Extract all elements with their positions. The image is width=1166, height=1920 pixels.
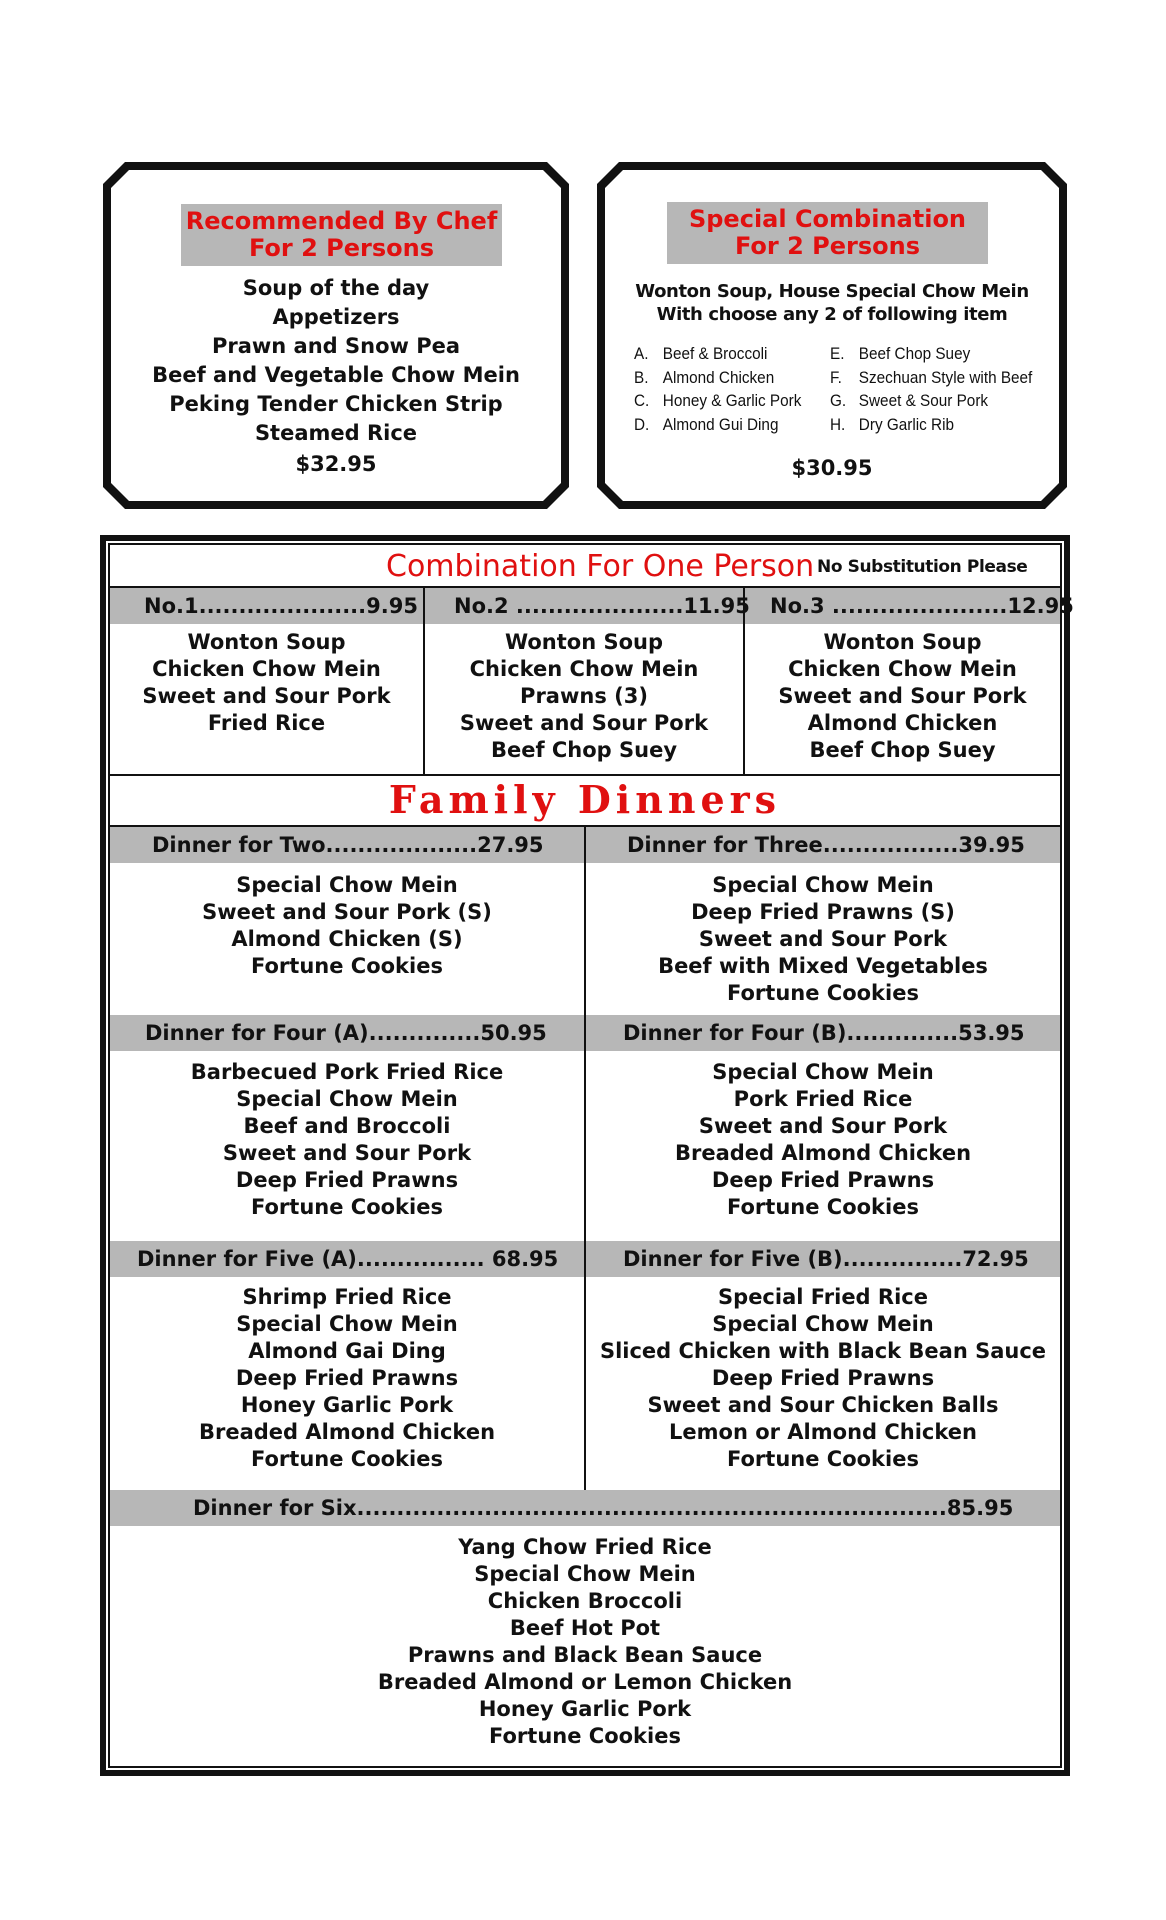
combo-title-line1: Special Combination [688,205,967,233]
dinner-four-b-items [586,1059,1060,1221]
menu-item: Sweet and Sour Pork [459,711,709,735]
menu-item: Almond Chicken [807,711,998,735]
menu-item: Deep Fried Prawns [711,1168,935,1192]
chef-title-line2: For 2 Persons [248,234,434,262]
combo-option [830,413,1032,437]
menu-item: Deep Fried Prawns [711,1366,935,1390]
dinner-five-a-label: Dinner for Five (A)................ 68.95 [137,1247,559,1271]
menu-item: Beef Hot Pot [509,1616,661,1640]
dinner-five-a-items [110,1284,584,1473]
combo-option [634,413,801,437]
option-name: Sweet & Sour Pork [858,391,989,410]
option-name: Beef & Broccoli [662,344,768,363]
menu-item: Chicken Broccoli [487,1589,683,1613]
option-name: Dry Garlic Rib [858,414,955,434]
menu-item: Special Chow Mein [474,1562,696,1586]
menu-item: Breaded Almond Chicken [198,1420,496,1444]
combo-no2-items [425,629,743,764]
chef-special-price: $32.95 [295,452,377,476]
menu-item: Almond Gai Ding [248,1339,446,1363]
menu-item: Beef Chop Suey [809,738,996,762]
menu-item: Pork Fried Rice [733,1087,913,1111]
menu-item: Fortune Cookies [727,981,919,1005]
combo-intro-line2: With choose any 2 of following item [656,304,1008,325]
menu-item: Fortune Cookies [251,1195,443,1219]
combo-option [830,366,1032,390]
menu-item: Sweet and Sour Pork [778,684,1027,708]
dinner-three-items [586,872,1060,1007]
menu-item: Shrimp Fried Rice [242,1285,452,1309]
dinner-five-b-label: Dinner for Five (B)...............72.95 [623,1247,1029,1271]
dinner-four-a-items [110,1059,584,1221]
option-name: Almond Gui Ding [662,414,779,434]
combo-options-right [830,342,1032,436]
combo-no3-label: No.3 ......................12.95 [770,594,1074,618]
combo-option [830,389,1032,413]
menu-item: Special Chow Mein [236,1087,458,1111]
dinner-four-a-label: Dinner for Four (A)..............50.95 [145,1021,547,1045]
menu-item: Special Chow Mein [236,873,458,897]
menu-item: Deep Fried Prawns [235,1168,459,1192]
menu-item: Fortune Cookies [727,1447,919,1471]
menu-item: Breaded Almond Chicken [674,1141,972,1165]
combo-option [634,389,801,413]
chef-item: Appetizers [272,305,400,329]
menu-item: Beef with Mixed Vegetables [658,954,988,978]
menu-item: Chicken Chow Mein [469,657,699,681]
dinner-five-b-items [586,1284,1060,1473]
menu-item: Prawns and Black Bean Sauce [407,1643,763,1667]
combo-no3-items [745,629,1060,764]
family-dinners-title: Family Dinners [388,777,782,822]
one-person-header [110,545,1060,588]
menu-item: Almond Chicken (S) [231,927,463,951]
column-divider [584,1241,586,1277]
combo-title-line2: For 2 Persons [734,232,920,260]
chef-special-items [111,274,561,448]
one-person-title: Combination For One Person [386,549,815,584]
option-letter: C. [634,391,650,410]
menu-item: Wonton Soup [504,630,664,654]
menu-item: Fortune Cookies [251,1447,443,1471]
menu-item: Special Chow Mein [712,1060,934,1084]
option-letter: A. [634,344,649,363]
menu-item: Sweet and Sour Pork [698,927,948,951]
option-letter: B. [634,367,649,387]
combo-intro [605,280,1059,326]
menu-item: Special Chow Mein [712,1312,934,1336]
combo-options-left [634,342,801,436]
menu-item: Chicken Chow Mein [788,657,1017,681]
option-letter: E. [830,344,845,363]
chef-item: Beef and Vegetable Chow Mein [152,363,520,387]
option-letter: G. [830,391,847,410]
menu-item: Sweet and Sour Pork [222,1141,472,1165]
chef-item: Prawn and Snow Pea [211,334,461,358]
combo-price: $30.95 [791,456,873,480]
dinner-two-label: Dinner for Two...................27.95 [152,833,544,857]
option-letter: H. [830,414,846,434]
dinner-six-items [110,1534,1060,1750]
option-name: Almond Chicken [662,367,775,387]
menu-item: Beef Chop Suey [490,738,678,762]
menu-item: Sweet and Sour Pork [142,684,391,708]
menu-item: Beef and Broccoli [243,1114,451,1138]
menu-item: Honey Garlic Pork [240,1393,454,1417]
option-name: Honey & Garlic Pork [662,391,802,410]
column-divider [584,1015,586,1051]
option-name: Beef Chop Suey [858,344,971,363]
chef-item: Peking Tender Chicken Strip [169,392,503,416]
menu-item: Breaded Almond or Lemon Chicken [377,1670,793,1694]
menu-item: Sweet and Sour Pork (S) [202,900,492,924]
chef-special-title [181,204,502,266]
menu-item: Deep Fried Prawns [235,1366,459,1390]
menu-item: Sliced Chicken with Black Bean Sauce [599,1339,1047,1363]
special-combination-title [667,202,988,264]
menu-item: Fortune Cookies [727,1195,919,1219]
combo-option [634,342,801,366]
menu-item: Yang Chow Fried Rice [458,1535,712,1559]
combo-intro-line1: Wonton Soup, House Special Chow Mein [635,281,1029,302]
menu-item: Wonton Soup [187,630,346,654]
menu-item: Fortune Cookies [489,1724,681,1748]
menu-item: Barbecued Pork Fried Rice [190,1060,504,1084]
combo-no2-label: No.2 .....................11.95 [454,594,750,618]
combo-option [830,342,1032,366]
no-substitution-note: No Substitution Please [817,557,1028,577]
menu-item: Wonton Soup [823,630,982,654]
menu-item: Deep Fried Prawns (S) [691,900,955,924]
menu-item: Special Chow Mein [236,1312,458,1336]
menu-item: Fried Rice [207,711,326,735]
menu-item: Lemon or Almond Chicken [669,1420,977,1444]
chef-item: Soup of the day [242,276,430,300]
dinner-four-b-label: Dinner for Four (B)..............53.95 [623,1021,1025,1045]
combo-option [634,366,801,390]
dinner-six-label: Dinner for Six..........................................................................85.95 [193,1496,1014,1520]
option-name: Szechuan Style with Beef [858,367,1033,387]
dinner-two-items [110,872,584,980]
menu-item: Fortune Cookies [251,954,443,978]
menu-item: Sweet and Sour Pork [698,1114,948,1138]
menu-item: Special Chow Mein [712,873,934,897]
menu-item: Honey Garlic Pork [478,1697,692,1721]
menu-item: Prawns (3) [520,684,648,708]
menu-item: Sweet and Sour Chicken Balls [647,1393,999,1417]
menu-item: Chicken Chow Mein [152,657,381,681]
dinner-three-label: Dinner for Three.................39.95 [627,833,1025,857]
combo-no1-label: No.1.....................9.95 [144,594,418,618]
chef-title-line1: Recommended By Chef [185,207,498,235]
menu-item: Special Fried Rice [718,1285,928,1309]
option-letter: F. [830,367,842,387]
option-letter: D. [634,414,650,434]
chef-item: Steamed Rice [254,421,418,445]
combo-no1-items [110,629,423,737]
